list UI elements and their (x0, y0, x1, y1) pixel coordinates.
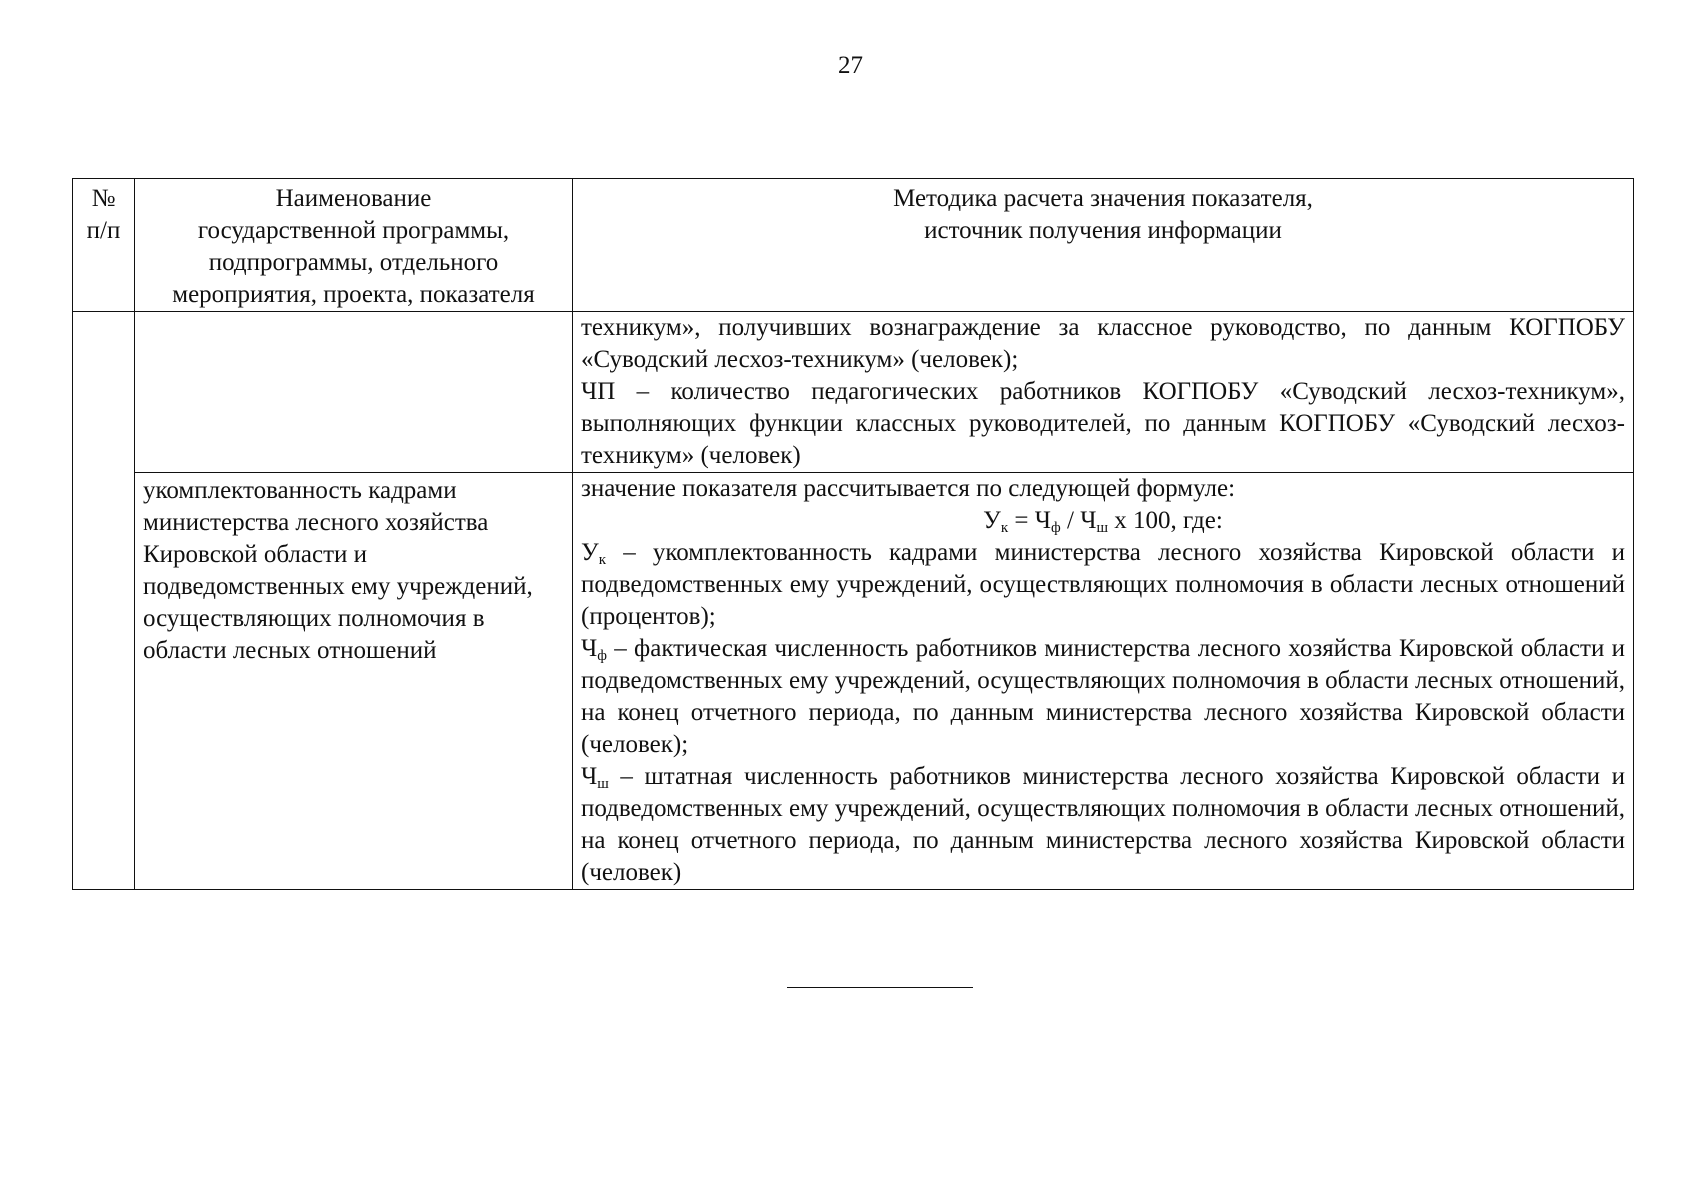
row-name-cell: укомплектованность кадрами министерства лесного хозяйства Кировской области и подведомственных ему учреждений, осуществляющих полномочия в области лесных отношений (135, 473, 573, 890)
header-num-line: № (91, 185, 116, 212)
row-name-cell (135, 312, 573, 473)
header-name-line: Наименование (275, 185, 432, 212)
definition-text: – штатная численность работников министерства лесного хозяйства Кировской области и подведомственных ему учреждений, осуществляющих полномочия в области лесных отношений, на конец отчетного периода, по данным министерства лесного хозяйства Кировской области (человек) (581, 763, 1625, 886)
definition-subscript: ш (597, 776, 609, 792)
definition-symbol: Ч (581, 635, 598, 662)
formula-subscript: ш (1096, 520, 1109, 536)
formula-text: х 100, где: (1108, 507, 1223, 534)
method-text: техникум», получивших вознаграждение за классное руководство, по данным КОГПОБУ «Суводский лесхоз-техникум» (человек); (581, 314, 1625, 373)
formula-subscript: к (1000, 520, 1009, 536)
definition-uk (581, 537, 1625, 633)
header-name-line: подпрограммы, отдельного (208, 249, 499, 276)
table-header-row (73, 179, 1634, 312)
header-name-line: государственной программы, (197, 217, 510, 244)
definition-subscript: ф (597, 648, 607, 664)
formula (581, 505, 1625, 537)
definition-subscript: к (598, 552, 606, 568)
indicator-table (72, 178, 1634, 890)
definition-symbol: У (581, 539, 599, 566)
row-method-cell (573, 473, 1634, 890)
row-num-cell (73, 312, 135, 890)
header-num-line: п/п (86, 217, 121, 244)
header-method-line: источник получения информации (924, 217, 1282, 244)
formula-symbol: = Ч (1008, 507, 1052, 534)
header-method (573, 179, 1634, 312)
header-name-line: мероприятия, проекта, показателя (172, 281, 535, 308)
formula-symbol: / Ч (1060, 507, 1097, 534)
definition-csh (581, 761, 1625, 889)
table-row (73, 473, 1634, 890)
method-text: ЧП – количество педагогических работников КОГПОБУ «Суводский лесхоз-техникум», выполняющих функции классных руководителей, по данным КОГПОБУ «Суводский лесхоз-техникум» (человек) (581, 378, 1625, 469)
definition-text: – фактическая численность работников министерства лесного хозяйства Кировской области и подведомственных ему учреждений, осуществляющих полномочия в области лесных отношений, на конец отчетного периода, по данным министерства лесного хозяйства Кировской области (человек); (581, 635, 1625, 758)
header-method-line: Методика расчета значения показателя, (893, 185, 1313, 212)
table-row (73, 312, 1634, 473)
formula-symbol: У (983, 507, 1001, 534)
header-name (135, 179, 573, 312)
formula-subscript: ф (1051, 520, 1061, 536)
row-method-cell (573, 312, 1634, 473)
end-separator-line (787, 987, 973, 988)
method-intro: значение показателя рассчитывается по следующей формуле: (581, 475, 1236, 502)
definition-symbol: Ч (581, 763, 598, 790)
header-num (73, 179, 135, 312)
page-number: 27 (838, 52, 863, 79)
definition-text: – укомплектованность кадрами министерства лесного хозяйства Кировской области и подведомственных ему учреждений, осуществляющих полномочия в области лесных отношений (процентов); (581, 539, 1625, 630)
definition-cf (581, 633, 1625, 761)
